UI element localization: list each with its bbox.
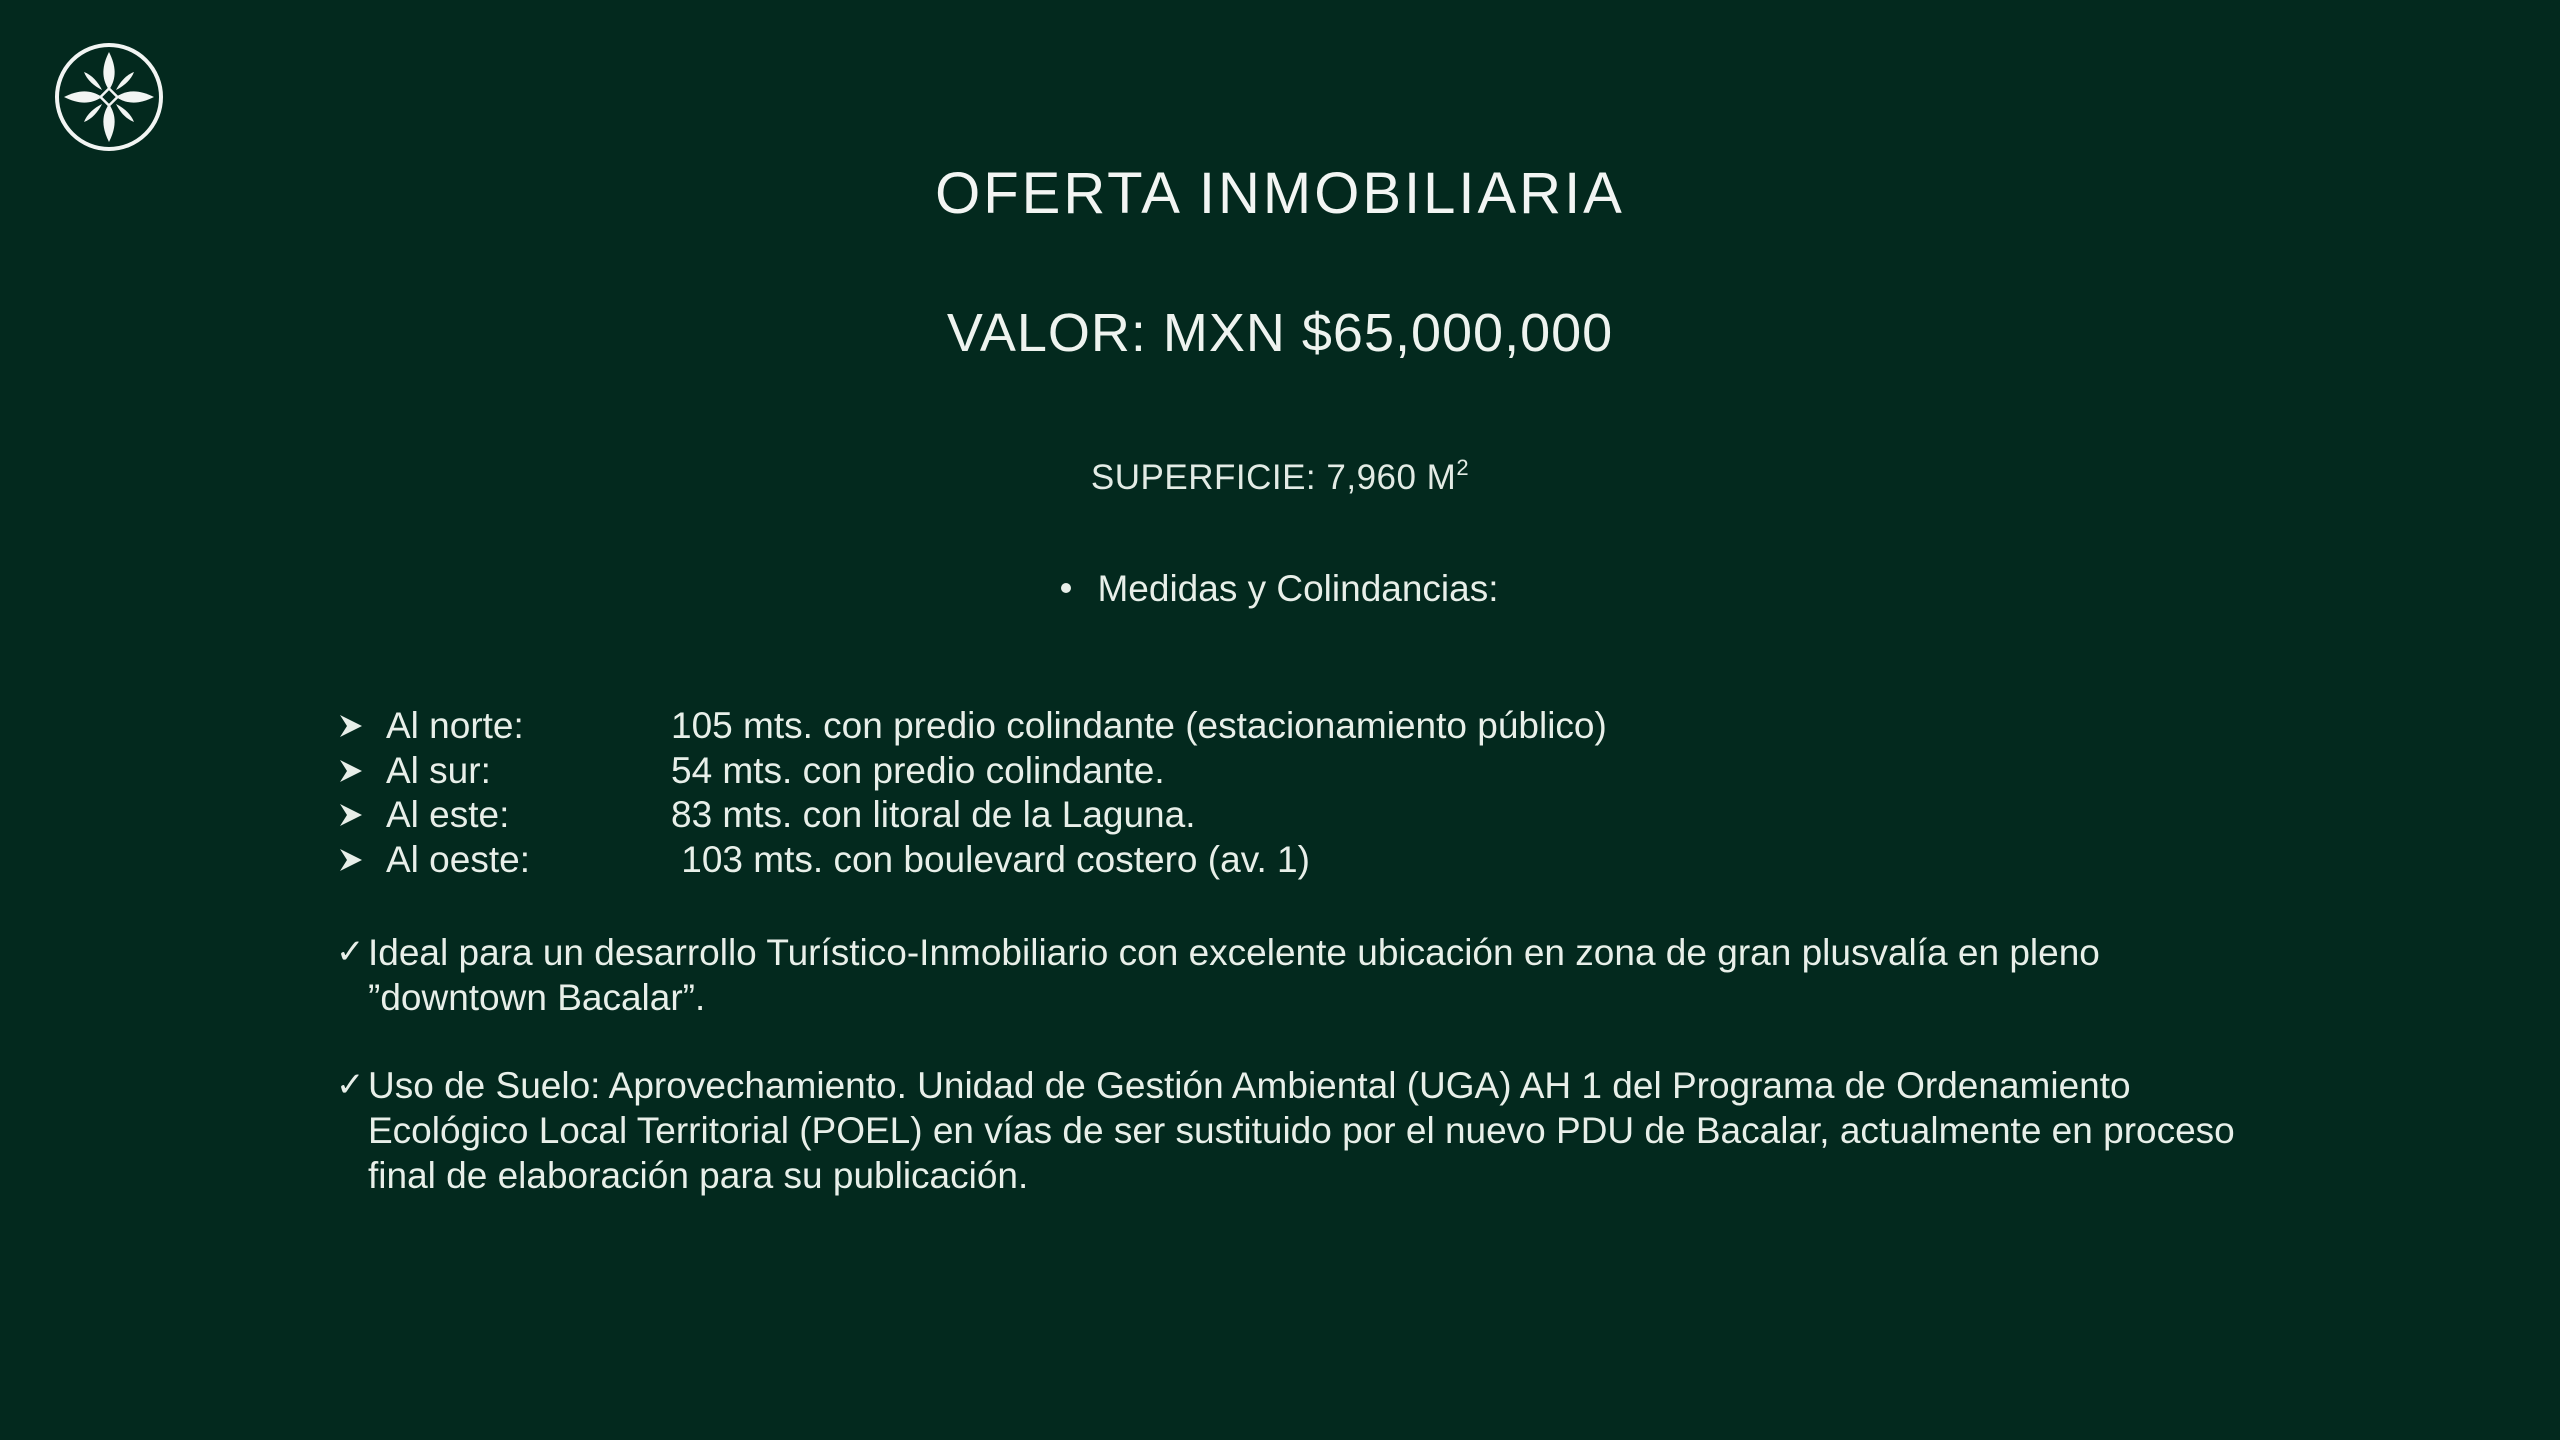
- note-ideal-use: [336, 930, 2236, 1020]
- border-side: Al sur:: [386, 749, 491, 791]
- arrow-bullet-icon: [336, 711, 386, 741]
- surface-area: [0, 455, 2560, 498]
- bullet-icon: [1061, 583, 1071, 593]
- note-land-use: [336, 1063, 2236, 1198]
- border-description: 105 mts. con predio colindante (estacionamiento público): [671, 705, 1607, 746]
- arrow-bullet-icon: [336, 800, 386, 830]
- page-title: OFERTA INMOBILIARIA: [935, 161, 1625, 226]
- arrow-bullet-icon: [336, 756, 386, 786]
- border-item-north: [336, 704, 1607, 749]
- surface-superscript: 2: [1456, 455, 1470, 480]
- border-item-east: [336, 793, 1607, 838]
- note-text: Ideal para un desarrollo Turístico-Inmobiliario con excelente ubicación en zona de gran plusvalía en pleno ”downtown Bacalar”.: [368, 932, 2100, 1018]
- border-description: 103 mts. con boulevard costero (av. 1): [671, 838, 1310, 880]
- border-description: 54 mts. con predio colindante.: [671, 749, 1165, 791]
- measures-heading: [0, 568, 2560, 610]
- note-text: Uso de Suelo: Aprovechamiento. Unidad de Gestión Ambiental (UGA) AH 1 del Programa de Ordenamiento Ecológico Local Territorial (POEL) en vías de ser sustituido por el nuevo PDU de Bacalar, actualmente en proceso final de elaboración para su publicación.: [368, 1065, 2235, 1196]
- border-side: Al norte:: [386, 705, 524, 746]
- surface-text: SUPERFICIE: 7,960 M: [1090, 458, 1457, 497]
- arrow-bullet-icon: [336, 845, 386, 875]
- border-description: 83 mts. con litoral de la Laguna.: [671, 794, 1196, 835]
- flower-emblem-icon: [54, 42, 164, 152]
- borders-list: [336, 704, 1607, 882]
- border-side: Al este:: [386, 794, 510, 835]
- check-icon: ✓: [336, 1065, 365, 1105]
- border-side: Al oeste:: [386, 838, 530, 880]
- measures-heading-text: Medidas y Colindancias:: [1097, 568, 1499, 609]
- check-icon: ✓: [336, 932, 365, 972]
- border-item-west: [336, 838, 1607, 883]
- price-value: VALOR: MXN $65,000,000: [946, 303, 1614, 363]
- border-item-south: [336, 749, 1607, 794]
